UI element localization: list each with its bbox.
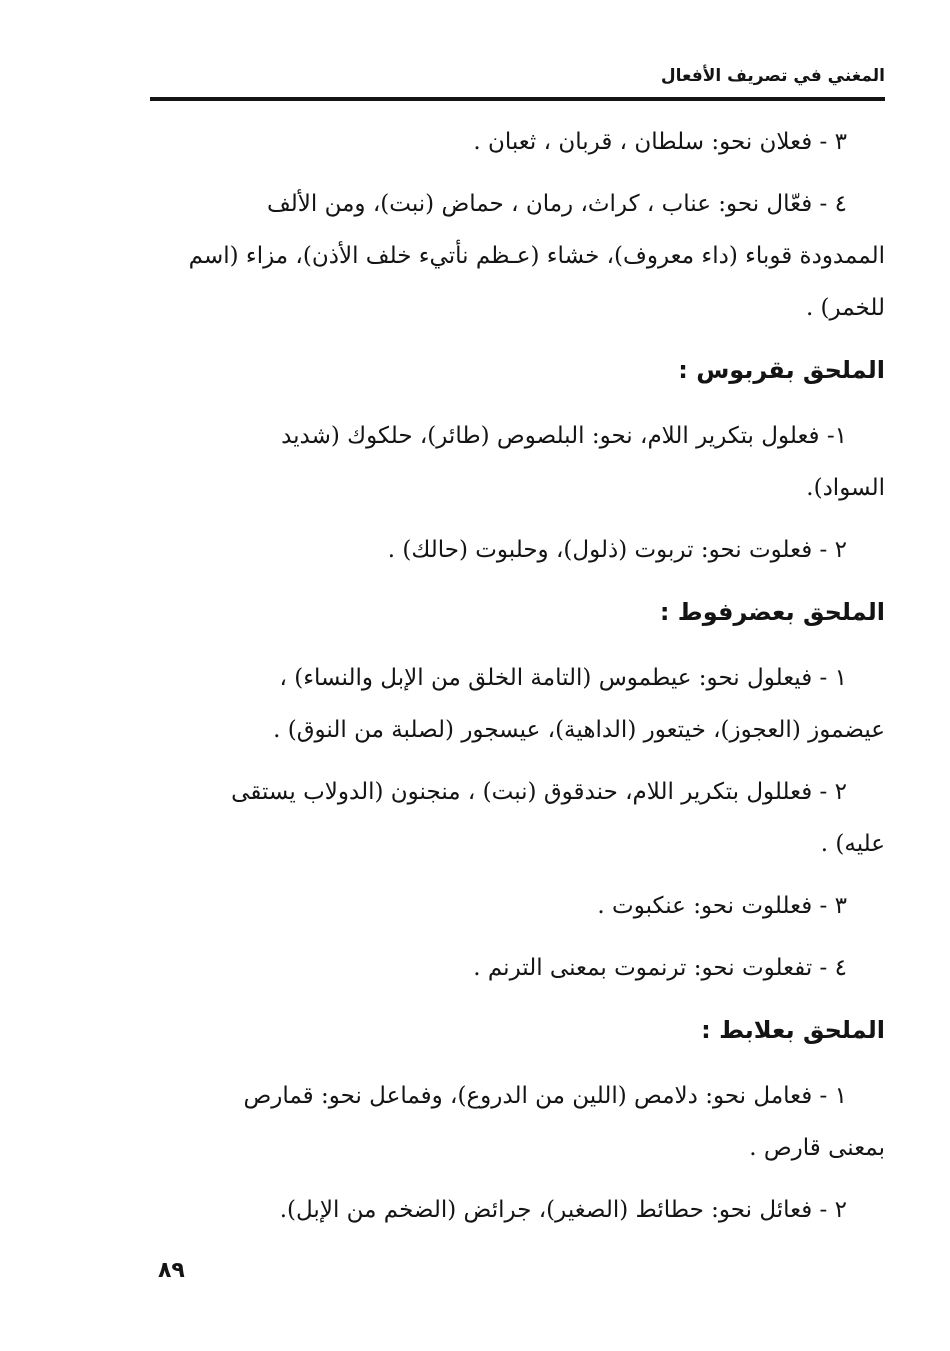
section-heading-qarbus: الملحق بقربوس : xyxy=(678,356,885,384)
page-number: ٨٩ xyxy=(158,1258,185,1283)
header-rule xyxy=(150,97,885,101)
paragraph-line: ٣ - فعللوت نحو: عنكبوت . xyxy=(597,893,847,919)
section-heading-ulabit: الملحق بعلابط : xyxy=(701,1016,885,1044)
paragraph-line: السواد). xyxy=(806,475,885,501)
paragraph-line: ٣ - فعلان نحو: سلطان ، قربان ، ثعبان . xyxy=(473,129,847,155)
list-item xyxy=(152,524,885,576)
paragraph-line: ٢ - فعللول بتكرير اللام، حندقوق (نبت) ، منجنون (الدولاب يستقى xyxy=(231,779,847,805)
paragraph-line: ٢ - فعلوت نحو: تربوت (ذلول)، وحلبوت (حالك) . xyxy=(387,537,847,563)
list-item xyxy=(152,178,885,334)
paragraph-line: الممدودة قوباء (داء معروف)، خشاء (عـظم نأتيء خلف الأذن)، مزاء (اسم xyxy=(188,243,885,269)
paragraph-line: للخمر) . xyxy=(805,295,885,321)
paragraph-line: عيضموز (العجوز)، خيتعور (الداهية)، عيسجور (لصلبة من النوق) . xyxy=(273,717,885,743)
page-body xyxy=(152,116,885,1246)
list-item xyxy=(152,1184,885,1236)
section-heading-adrafut: الملحق بعضرفوط : xyxy=(659,598,885,626)
list-item xyxy=(152,880,885,932)
paragraph-line: ١ - فيعلول نحو: عيطموس (التامة الخلق من الإبل والنساء) ، xyxy=(279,665,847,691)
paragraph-line: ٤ - فعّال نحو: عناب ، كراث، رمان ، حماض (نبت)، ومن الألف xyxy=(266,191,847,217)
paragraph-line: عليه) . xyxy=(820,831,885,857)
list-item xyxy=(152,942,885,994)
running-head-title: المغني في تصريف الأفعال xyxy=(660,66,885,86)
paragraph-line: ٤ - تفعلوت نحو: ترنموت بمعنى الترنم . xyxy=(473,955,847,981)
list-item xyxy=(152,116,885,168)
list-item xyxy=(152,652,885,756)
list-item xyxy=(152,1070,885,1174)
paragraph-line: ١- فعلول بتكرير اللام، نحو: البلصوص (طائر)، حلكوك (شديد xyxy=(281,423,847,449)
list-item xyxy=(152,766,885,870)
paragraph-line: بمعنى قارص . xyxy=(749,1135,885,1161)
list-item xyxy=(152,410,885,514)
paragraph-line: ٢ - فعائل نحو: حطائط (الصغير)، جرائض (الضخم من الإبل). xyxy=(279,1197,847,1223)
paragraph-line: ١ - فعامل نحو: دلامص (اللين من الدروع)، وفماعل نحو: قمارص xyxy=(243,1083,847,1109)
